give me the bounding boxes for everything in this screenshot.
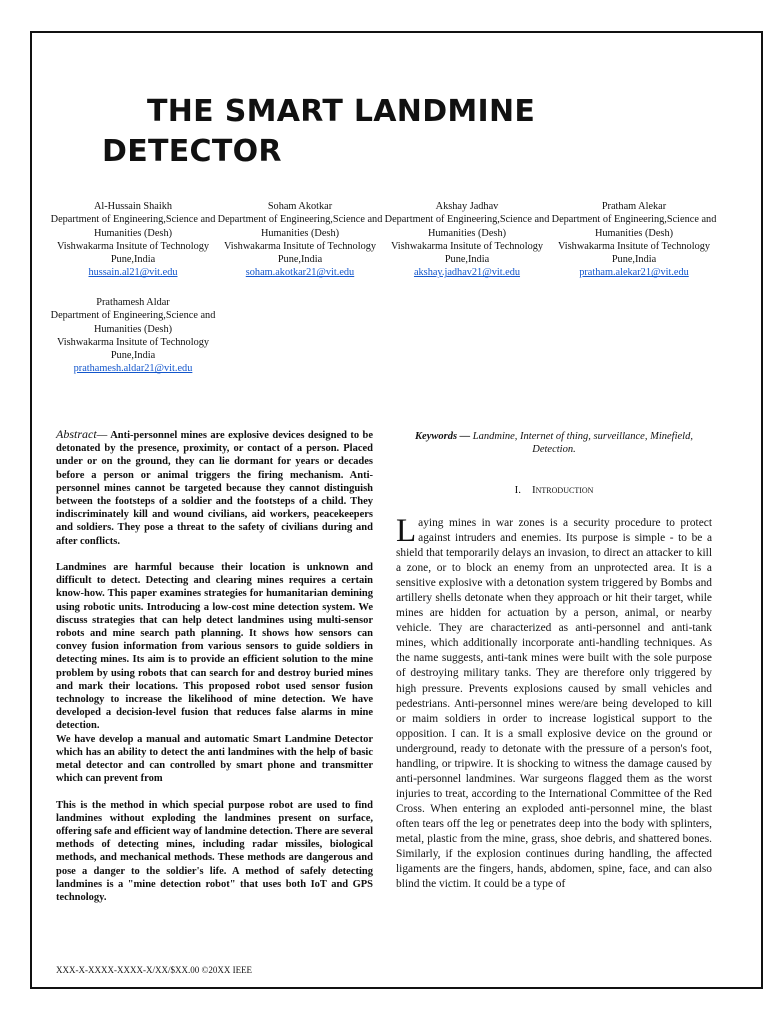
introduction-body: aying mines in war zones is a security procedure to protect against intruders and enemies. Its purpose is simple - to be a shield that temporarily delays an invasion, to direct an attacker to kill a zone, or to block an enemy from an unprotected area. It is a sensitive explosive with a detonation system triggered by Bombs and artillery shells detonate when they approach or hit their target, while mines are hidden for actuation by a person, animal, or nearby vehicle. They are characterized as anti-personnel and anti-tank mines, which additionally incorporate anti-handling techniques. As the name suggests, anti-tank mines were built with the sole purpose of destroying military tanks. They are therefore only triggered by high pressure. Prevents explosions caused by small vehicles and pedestrians. Anti-personnel mines were/are being developed to kill or maim soldiers in order to increase logistical support to the opposition. I can. It is a small explosive device on the ground or underground, ready to detonate with the pressure of a person's foot, handling, or tripwire. It is shocking to witness the damage caused by anti-personnel landmines. War surgeons flagged them as the worst injuries to treat, according to the International Committee of the Red Cross. When entering an exploded anti-personnel mine, the blast often tears off the leg or penetrates deep into the body with splinters, metal, plastic from the mine, grass, shoe debris, and shattered bones. Similarly, if the explosion continues during handling, the affected ligaments are the fingers, hands, abdomen, spine, face, and can also blind the victim. It could be a type of — [396, 517, 712, 891]
section-number: I. — [514, 484, 521, 496]
author-city: Pune,India — [611, 254, 657, 266]
author-block-3 — [384, 200, 550, 280]
author-name: Prathamesh Aldar — [96, 297, 170, 308]
author-city: Pune,India — [444, 254, 490, 266]
author-name: Pratham Alekar — [601, 201, 667, 212]
copyright-footer: XXX-X-XXXX-XXXX-X/XX/$XX.00 ©20XX IEEE — [56, 965, 253, 975]
author-institute: Vishwakarma Insitute of Technology — [56, 240, 210, 252]
drop-cap: L — [396, 513, 417, 549]
author-email-link[interactable]: pratham.alekar21@vit.edu — [579, 267, 689, 279]
author-email-link[interactable]: soham.akotkar21@vit.edu — [245, 267, 355, 279]
author-block-1 — [50, 200, 216, 280]
abstract-paragraph-2: Landmines are harmful because their location is unknown and difficult to detect. Detecting and clearing mines requires a certain know-how. This paper examines strategies for humanitarian demining using robotic units. Introducing a low-cost mine detection system. We discuss strategies that can help detect landmines using multi-sensor robots and mine search path planning. It shows how sensors can convey fusion information from various sensors to guide soldiers in detecting mines. Its aim is to provide an efficient solution to the mine problem by using robots that can search for and destroy buried mines and mark their locations. This proposed robot used sensor fusion technology to increase the likelihood of mine detection. We have developed a decision-level fusion that reduces false alarms in mine detection. — [56, 562, 373, 732]
abstract-paragraph-1: Anti-personnel mines are explosive devices designed to be detonated by the presence, proximity, or contact of a person. Placed under or on the ground, they can lie dormant for years or decades before a person or animal triggers the firing mechanism. Anti-personnel mines cannot be targeted because they cannot distinguish between the footsteps of a soldier and the footsteps of a child. They indiscriminately kill and wound civilians, aid workers, peacekeepers and soldiers. They pose a threat to the safety of civilians during and after conflicts. — [56, 430, 374, 547]
author-dept: Department of Engineering,Science and Humanities (Desh) — [217, 214, 383, 239]
section-heading — [396, 484, 712, 496]
author-institute: Vishwakarma Insitute of Technology — [557, 240, 711, 252]
paper-title: THE SMART LANDMINE DETECTOR — [102, 94, 536, 169]
author-dept: Department of Engineering,Science and Humanities (Desh) — [50, 310, 216, 335]
author-name: Akshay Jadhav — [435, 201, 499, 212]
keywords-text: Landmine, Internet of thing, surveillance, Minefield, Detection. — [472, 431, 693, 456]
keywords — [396, 430, 712, 456]
author-name: Soham Akotkar — [267, 201, 333, 212]
abstract-paragraph-4: This is the method in which special purpose robot are used to find landmines without exploding the landmines present on surface, offering safe and efficient way of landmine detection. There are several methods of detecting mines, including radar missiles, biological methods, and mechanical methods. These methods are dangerous and pose a danger to the soldier's life. A method of safely detecting landmines is a "mine detection robot" that uses both IoT and GPS technology. — [56, 799, 373, 904]
author-email-link[interactable]: akshay.jadhav21@vit.edu — [413, 267, 521, 279]
abstract-paragraph-3: We have develop a manual and automatic Smart Landmine Detector which has an ability to detect the anti landmines with the help of basic metal detector and can controlled by smart phone and transmitter which can prevent from — [56, 733, 373, 785]
author-block-4 — [551, 200, 717, 280]
keywords-label: Keywords — — [415, 431, 471, 442]
abstract — [56, 428, 373, 917]
author-institute: Vishwakarma Insitute of Technology — [56, 336, 210, 348]
author-block-5 — [50, 296, 216, 376]
author-dept: Department of Engineering,Science and Humanities (Desh) — [551, 214, 717, 239]
author-city: Pune,India — [277, 254, 323, 266]
author-name: Al-Hussain Shaikh — [93, 201, 173, 212]
section-title: Introduction — [531, 484, 594, 496]
author-email-link[interactable]: prathamesh.aldar21@vit.edu — [73, 363, 193, 375]
author-city: Pune,India — [110, 254, 156, 266]
author-city: Pune,India — [110, 350, 156, 362]
author-block-2 — [217, 200, 383, 280]
abstract-label: Abstract— — [56, 427, 108, 441]
author-dept: Department of Engineering,Science and Humanities (Desh) — [50, 214, 216, 239]
author-institute: Vishwakarma Insitute of Technology — [223, 240, 377, 252]
author-institute: Vishwakarma Insitute of Technology — [390, 240, 544, 252]
author-dept: Department of Engineering,Science and Humanities (Desh) — [384, 214, 550, 239]
author-email-link[interactable]: hussain.al21@vit.edu — [88, 267, 178, 279]
introduction-text — [396, 513, 712, 892]
